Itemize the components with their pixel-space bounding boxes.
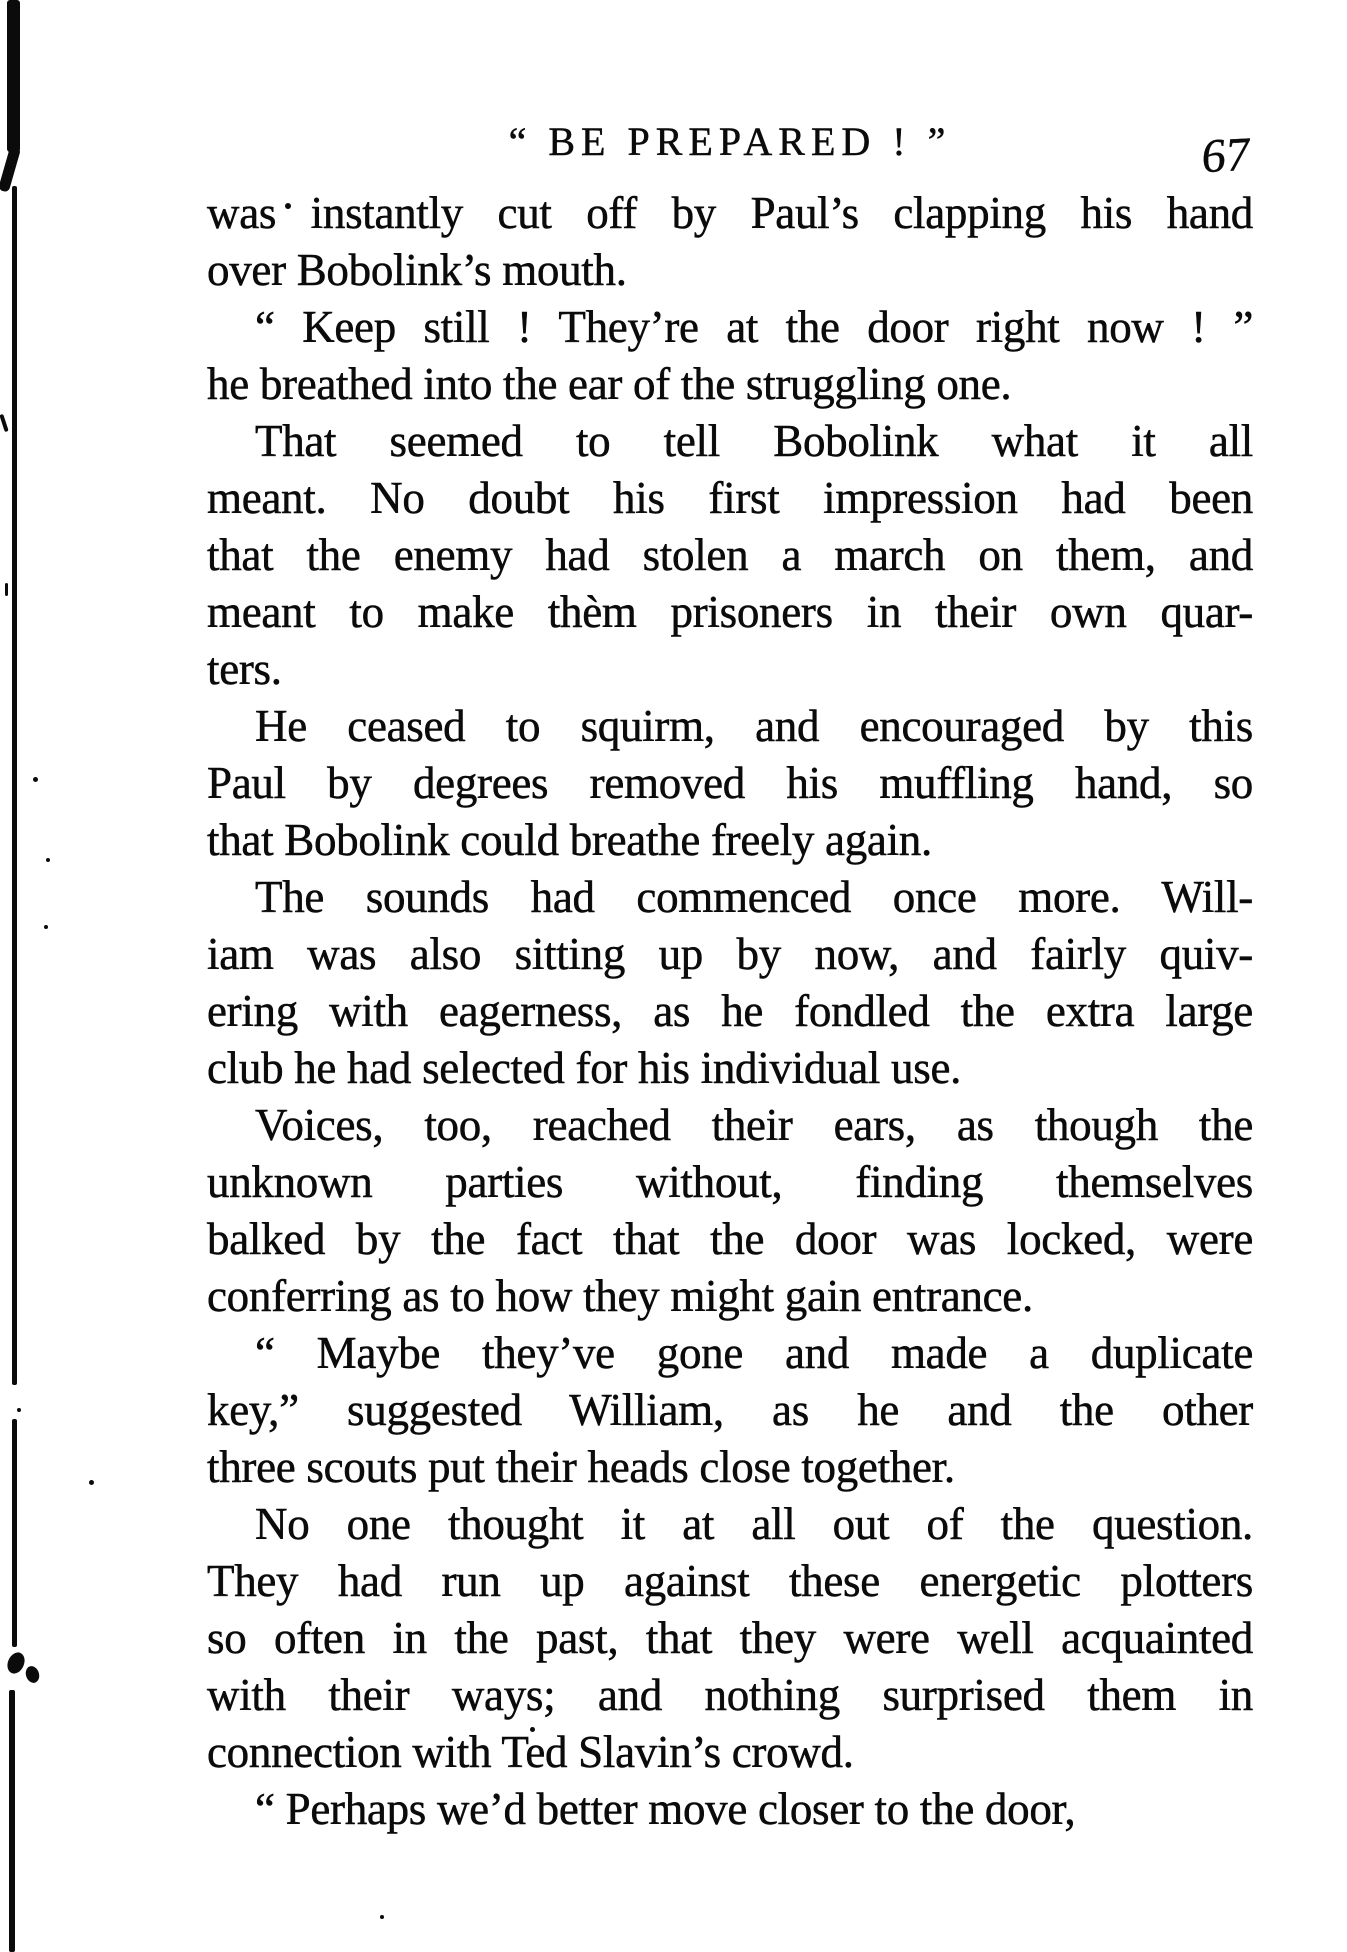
text-line: Paul by degrees removed his muffling hand, so (207, 758, 1253, 808)
text-line: balked by the fact that the door was locked, were (207, 1214, 1253, 1264)
text-line: connection with Ted Slavin’s crowd. (207, 1727, 854, 1777)
text-line: with their ways; and nothing surprised them in (207, 1670, 1253, 1720)
running-title: “ BE PREPARED ! ” (508, 119, 952, 164)
text-line: “ Perhaps we’d better move closer to the door, (255, 1784, 1076, 1834)
text-line: conferring as to how they might gain entrance. (207, 1271, 1033, 1321)
scan-artifact-speck (33, 777, 38, 782)
scan-artifact-spine-line (12, 186, 17, 1385)
scan-artifact-spine-line (12, 1419, 17, 1647)
text-line: iam was also sitting up by now, and fairly quiv- (207, 929, 1253, 979)
text-line: he breathed into the ear of the struggling one. (207, 359, 1012, 409)
text-line: so often in the past, that they were well acquainted (207, 1613, 1253, 1663)
text-line: ters. (207, 644, 282, 694)
scan-artifact-speck (44, 925, 48, 929)
text-line: No one thought it at all out of the question. (255, 1499, 1253, 1549)
text-line: ering with eagerness, as he fondled the extra large (207, 986, 1253, 1036)
text-line: over Bobolink’s mouth. (207, 245, 627, 295)
scan-artifact-speck (17, 1408, 21, 1412)
text-line: club he had selected for his individual use. (207, 1043, 962, 1093)
text-line: that Bobolink could breathe freely again. (207, 815, 932, 865)
text-line: “ Keep still ! They’re at the door right now ! ” (255, 302, 1253, 352)
text-line: unknown parties without, finding themselves (207, 1157, 1253, 1207)
scan-artifact-spine-bottom (9, 1690, 15, 1952)
text-line: That seemed to tell Bobolink what it all (255, 416, 1253, 466)
scan-artifact-speck (380, 1915, 384, 1919)
scan-artifact-tick (0, 414, 9, 432)
body-text (207, 185, 1253, 1838)
text-line: meant to make thèm prisoners in their own quar- (207, 587, 1253, 637)
page-number: 67 (1200, 127, 1252, 184)
scan-artifact-ink-blob (4, 1650, 28, 1677)
text-line: that the enemy had stolen a march on them, and (207, 530, 1253, 580)
scan-artifact-speck (89, 1480, 94, 1485)
text-line: They had run up against these energetic plotters (207, 1556, 1253, 1606)
text-line: meant. No doubt his first impression had been (207, 473, 1253, 523)
text-line: three scouts put their heads close together. (207, 1442, 955, 1492)
text-line: was instantly cut off by Paul’s clapping his hand (207, 188, 1253, 238)
scan-artifact-spine-top (7, 0, 20, 152)
text-line: The sounds had commenced once more. Will- (255, 872, 1253, 922)
scan-artifact-spine-hook (0, 145, 21, 192)
text-line: key,” suggested William, as he and the other (207, 1385, 1253, 1435)
scan-artifact-ink-blob (24, 1664, 42, 1684)
scan-artifact-speck (46, 858, 50, 862)
text-line: He ceased to squirm, and encouraged by this (255, 701, 1253, 751)
text-line: “ Maybe they’ve gone and made a duplicate (255, 1328, 1253, 1378)
scan-artifact-tick (5, 583, 8, 596)
text-line: Voices, too, reached their ears, as though the (255, 1100, 1253, 1150)
